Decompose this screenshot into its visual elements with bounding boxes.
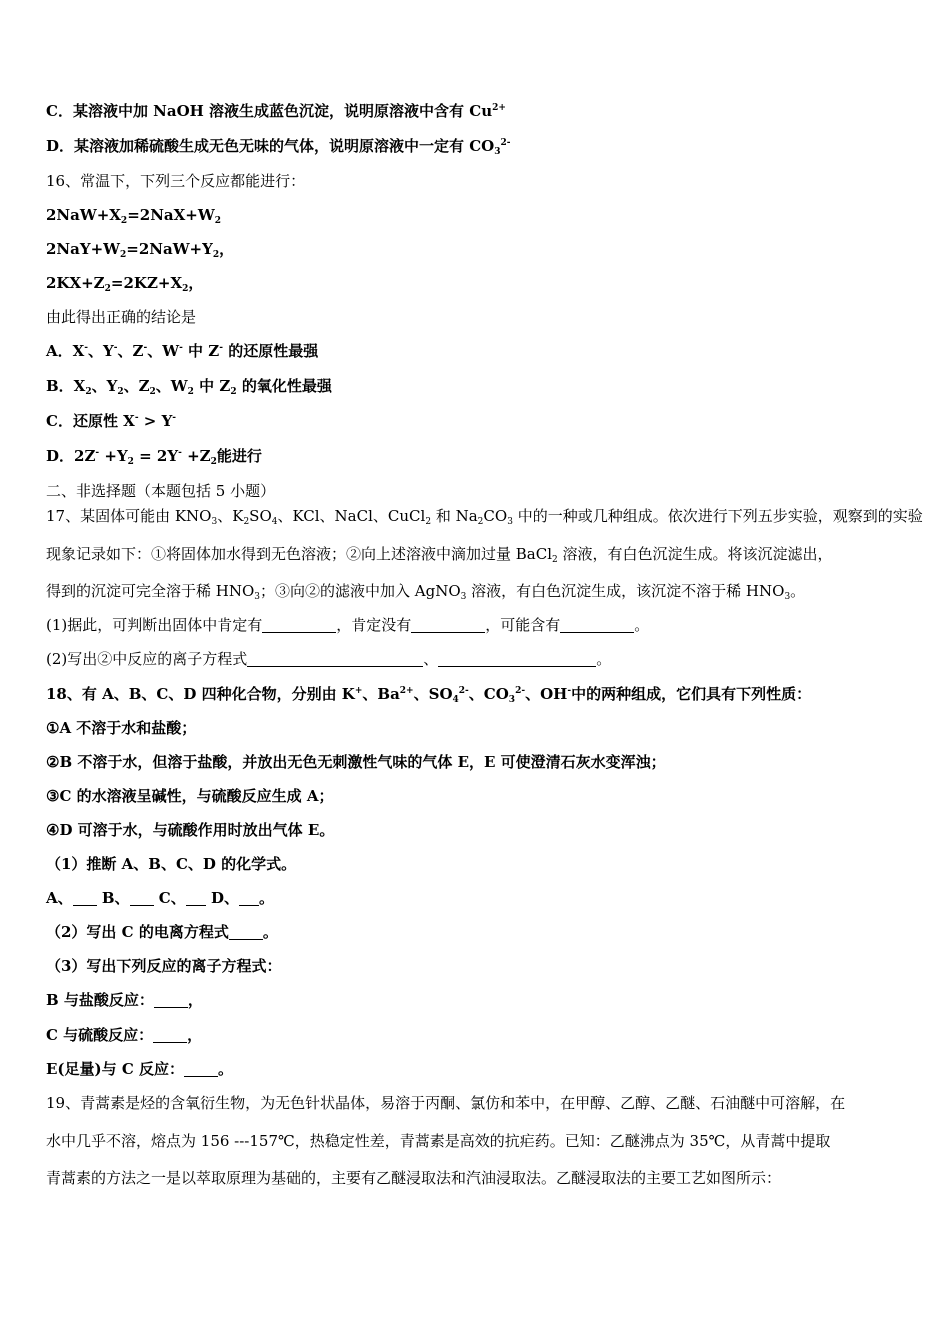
q18-reaction-1: B 与盐酸反应： ， xyxy=(46,991,203,1009)
q18-fact-1: ①A 不溶于水和盐酸； xyxy=(46,719,197,737)
q18-fact-4: ④D 可溶于水，与硫酸作用时放出气体 E。 xyxy=(46,821,335,839)
q15-option-d: D．某溶液加稀硫酸生成无色无味的气体，说明原溶液中一定有 $CO_3^{2-}$ xyxy=(46,137,511,157)
answer-blank[interactable] xyxy=(438,652,596,667)
q17-line-2: 现象记录如下：①将固体加水得到无色溶液；②向上述溶液中滴加过量 BaCl$_2$ 溶液，有白色沉淀生成。将该沉淀滤出， xyxy=(46,545,833,565)
q19-line-2: 水中几乎不溶，熔点为 156 ---157℃，热稳定性差，青蒿素是高效的抗疟药。已知：乙醚沸点为 35℃，从青蒿中提取 xyxy=(46,1132,831,1150)
answer-blank[interactable] xyxy=(153,1028,187,1043)
q18-stem: 18、有 A、B、C、D 四种化合物，分别由 K+、$Ba^{2+}$、$SO_4^{2-}$、$CO_3^{2-}$、OH-中的两种组成，它们具有下列性质： xyxy=(46,685,812,705)
q18-reaction-2: C 与硫酸反应： ， xyxy=(46,1026,203,1044)
answer-blank[interactable] xyxy=(247,652,423,667)
answer-blank[interactable] xyxy=(73,891,97,906)
q18-fact-3: ③C 的水溶液呈碱性，与硫酸反应生成 A； xyxy=(46,787,334,805)
q18-reaction-3: E(足量)与 C 反应： 。 xyxy=(46,1060,234,1078)
q16-option-c: C．还原性 X- > Y- xyxy=(46,412,177,430)
q18-part-1: （1）推断 A、B、C、D 的化学式。 xyxy=(46,855,297,873)
q18-part-2: （2）写出 C 的电离方程式 。 xyxy=(46,923,278,941)
q17-line-3: 得到的沉淀可完全溶于稀 $HNO_3$；③向②的滤液中加入 AgNO$_3$ 溶液，有白色沉淀生成，该沉淀不溶于稀 $HNO_3$。 xyxy=(46,582,806,602)
section-heading: 二、非选择题（本题包括 5 小题） xyxy=(46,482,276,500)
answer-blank[interactable] xyxy=(262,618,336,633)
answer-blank[interactable] xyxy=(186,891,206,906)
q16-stem: 16、常温下，下列三个反应都能进行： xyxy=(46,172,306,190)
q16-option-b: B．$X_2$、$Y_2$、$Z_2$、$W_2$ 中 $Z_2$ 的氧化性最强 xyxy=(46,377,332,397)
q16-reaction-2: $2NaY+W_2=2NaW+Y_2$， xyxy=(46,240,235,260)
q16-conclusion: 由此得出正确的结论是 xyxy=(46,308,197,326)
answer-blank[interactable] xyxy=(239,891,259,906)
answer-blank[interactable] xyxy=(130,891,154,906)
q18-part-1-answer: A、 B、 C、 D、 。 xyxy=(46,889,274,907)
q19-line-1: 19、青蒿素是烃的含氧衍生物，为无色针状晶体，易溶于丙酮、氯仿和苯中，在甲醇、乙醇、乙醚、石油醚中可溶解，在 xyxy=(46,1094,846,1112)
q15-option-c: C．某溶液中加 NaOH 溶液生成蓝色沉淀，说明原溶液中含有 $Cu^{2+}$ xyxy=(46,102,506,120)
q17-part-2: (2)写出②中反应的离子方程式 、 。 xyxy=(46,650,612,668)
answer-blank[interactable] xyxy=(411,618,485,633)
q16-reaction-1: $2NaW+X_2=2NaX+W_2$ xyxy=(46,206,221,226)
answer-blank[interactable] xyxy=(560,618,634,633)
answer-blank[interactable] xyxy=(154,993,188,1008)
answer-blank[interactable] xyxy=(229,925,263,940)
q18-part-3: （3）写出下列反应的离子方程式： xyxy=(46,957,282,975)
q16-reaction-3: $2KX+Z_2=2KZ+X_2$， xyxy=(46,274,204,294)
q16-option-d: D．$2Z^- +Y_2 = 2Y^- +Z_2$能进行 xyxy=(46,447,262,467)
q19-line-3: 青蒿素的方法之一是以萃取原理为基础的，主要有乙醚浸取法和汽油浸取法。乙醚浸取法的主要工艺如图所示： xyxy=(46,1169,782,1187)
q17-part-1: (1)据此，可判断出固体中肯定有 ，肯定没有 ，可能含有 。 xyxy=(46,616,650,634)
q16-option-a: A．X-、Y-、Z-、W- 中 Z- 的还原性最强 xyxy=(46,342,319,360)
answer-blank[interactable] xyxy=(184,1062,218,1077)
q18-fact-2: ②B 不溶于水，但溶于盐酸，并放出无色无刺激性气味的气体 E，E 可使澄清石灰水变浑浊； xyxy=(46,753,666,771)
q17-line-1: 17、某固体可能由 $KNO_3$、$K_2SO_4$、KCl、NaCl、CuCl$_2$ 和 $Na_2CO_3$ 中的一种或几种组成。依次进行下列五步实验，观察到的实验 xyxy=(46,507,923,527)
